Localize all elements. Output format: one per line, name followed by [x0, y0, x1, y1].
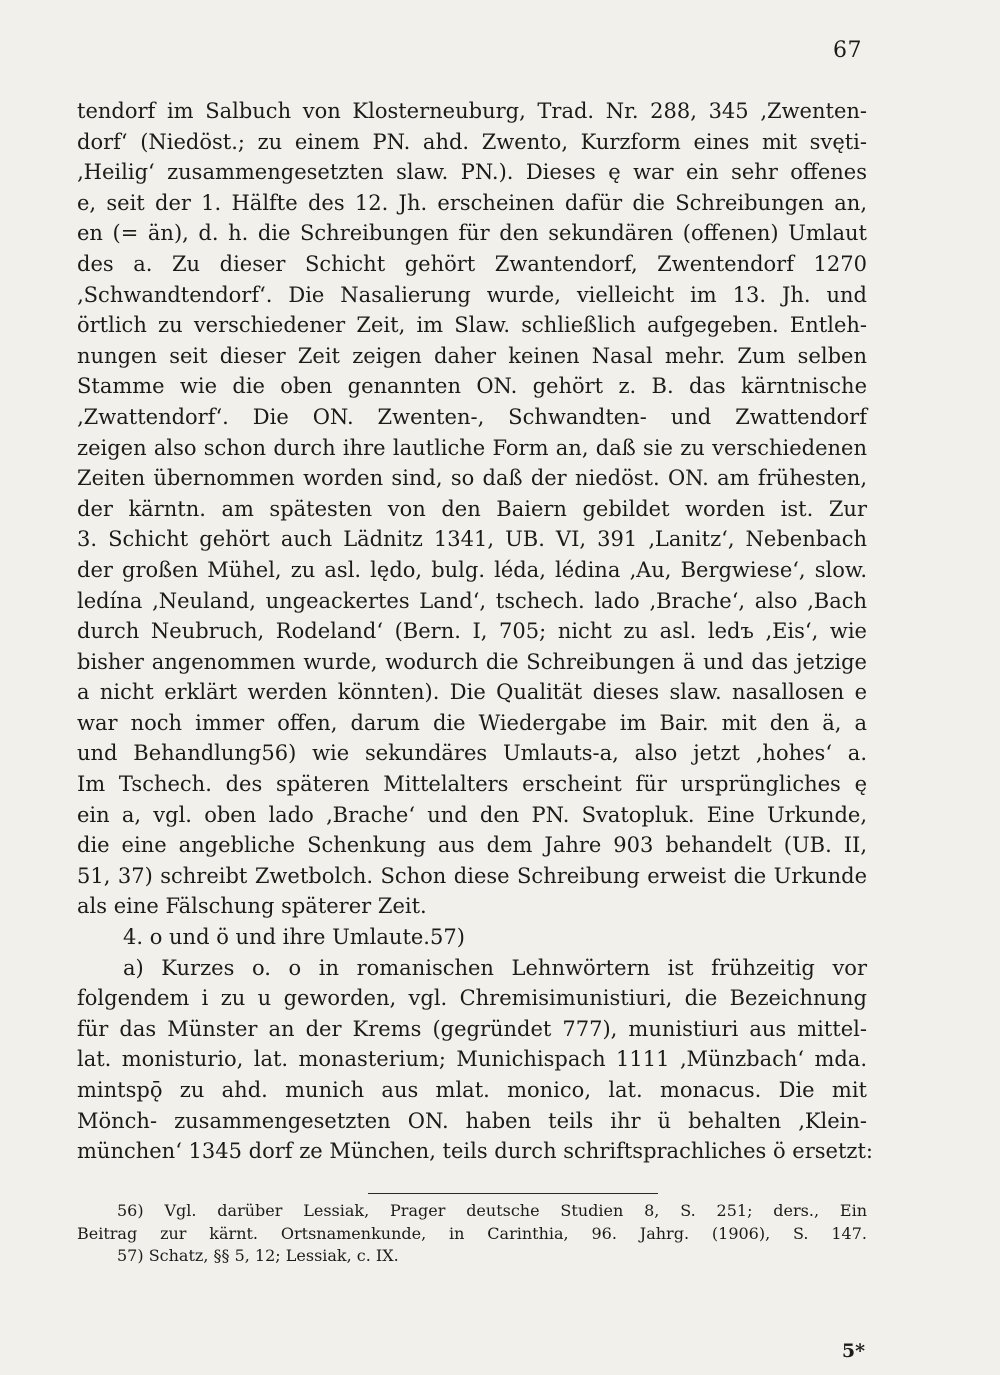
- text-line: dorf‘ (Niedöst.; zu einem PN. ahd. Zwento, Kurzform eines mit svęti-: [77, 129, 867, 154]
- text-line: e, seit der 1. Hälfte des 12. Jh. erscheinen dafür die Schreibungen an,: [77, 190, 867, 215]
- text-line: zeigen also schon durch ihre lautliche Form an, daß sie zu verschiedenen: [77, 435, 867, 460]
- text-line: bisher angenommen wurde, wodurch die Schreibungen ä und das jetzige: [77, 649, 867, 674]
- text-line: nungen seit dieser Zeit zeigen daher keinen Nasal mehr. Zum selben: [77, 343, 867, 368]
- text-line: Zeiten übernommen worden sind, so daß der niedöst. ON. am frühesten,: [77, 466, 867, 491]
- text-line: mintspǭ zu ahd. munich aus mlat. monico, lat. monacus. Die mit: [77, 1078, 867, 1102]
- text-line: münchen‘ 1345 dorf ze München, teils durch schriftsprachliches ö ersetzt:: [77, 1139, 873, 1164]
- text-line: der kärntn. am spätesten von den Baiern gebildet worden ist. Zur: [77, 496, 867, 521]
- text-line: Im Tschech. des späteren Mittelalters erscheint für ursprüngliches ę: [77, 772, 867, 797]
- section-heading: 4. o und ö und ihre Umlaute.57): [123, 925, 465, 950]
- text-line: a nicht erklärt werden könnten). Die Qualität dieses slaw. nasallosen e: [77, 680, 867, 705]
- text-line: Mönch- zusammengesetzten ON. haben teils ihr ü behalten ‚Klein-: [77, 1108, 867, 1133]
- text-line: 3. Schicht gehört auch Lädnitz 1341, UB. VI, 391 ‚Lanitz‘, Nebenbach: [77, 527, 867, 552]
- text-line: Stamme wie die oben genannten ON. gehört z. B. das kärntnische: [77, 374, 867, 399]
- text-line: als eine Fälschung späterer Zeit.: [77, 894, 427, 919]
- text-line: ledína ‚Neuland, ungeackertes Land‘, tschech. lado ‚Brache‘, also ‚Bach: [77, 588, 867, 613]
- footnote-line: 56) Vgl. darüber Lessiak, Prager deutsche Studien 8, S. 251; ders., Ein: [117, 1201, 867, 1220]
- text-line: ‚Heilig‘ zusammengesetzten slaw. PN.). Dieses ę war ein sehr offenes: [77, 160, 867, 185]
- text-line: 51, 37) schreibt Zwetbolch. Schon diese Schreibung erweist die Urkunde: [77, 863, 867, 888]
- main-text: [77, 96, 873, 1167]
- text-line: ‚Schwandtendorf‘. Die Nasalierung wurde, vielleicht im 13. Jh. und: [77, 282, 867, 307]
- page-number: 67: [833, 38, 862, 63]
- text-line: en (= än), d. h. die Schreibungen für den sekundären (offenen) Umlaut: [77, 221, 867, 246]
- text-line: die eine angebliche Schenkung aus dem Jahre 903 behandelt (UB. II,: [77, 833, 867, 858]
- footnotes: [77, 1200, 867, 1268]
- footnote-line: 57) Schatz, §§ 5, 12; Lessiak, c. IX.: [117, 1246, 399, 1265]
- text-line: und Behandlung56) wie sekundäres Umlauts-a, also jetzt ‚hohes‘ a.: [77, 741, 867, 766]
- footnote-line: Beitrag zur kärnt. Ortsnamenkunde, in Carinthia, 96. Jahrg. (1906), S. 147.: [77, 1223, 867, 1243]
- signature-mark: 5*: [841, 1340, 865, 1362]
- text-line: tendorf im Salbuch von Klosterneuburg, Trad. Nr. 288, 345 ‚Zwenten-: [77, 99, 867, 123]
- footnote-divider: [368, 1193, 658, 1194]
- text-line: war noch immer offen, darum die Wiedergabe im Bair. mit den ä, a: [77, 710, 867, 735]
- text-line: ‚Zwattendorf‘. Die ON. Zwenten-, Schwandten- und Zwattendorf: [77, 404, 867, 429]
- text-line: des a. Zu dieser Schicht gehört Zwantendorf, Zwentendorf 1270: [77, 251, 867, 276]
- text-line: örtlich zu verschiedener Zeit, im Slaw. schließlich aufgegeben. Entleh-: [77, 313, 867, 338]
- text-line: lat. monisturio, lat. monasterium; Munichispach 1111 ‚Münzbach‘ mda.: [77, 1047, 867, 1072]
- text-line: ein a, vgl. oben lado ‚Brache‘ und den PN. Svatopluk. Eine Urkunde,: [77, 802, 867, 827]
- text-line: a) Kurzes o. o in romanischen Lehnwörtern ist frühzeitig vor: [123, 955, 867, 980]
- text-line: folgendem i zu u geworden, vgl. Chremisimunistiuri, die Bezeichnung: [77, 986, 867, 1011]
- text-line: für das Münster an der Krems (gegründet 777), munistiuri aus mittel-: [77, 1016, 867, 1041]
- text-line: der großen Mühel, zu asl. lędo, bulg. léda, lédina ‚Au, Bergwiese‘, slow.: [77, 557, 867, 582]
- text-line: durch Neubruch, Rodeland‘ (Bern. I, 705; nicht zu asl. ledъ ‚Eis‘, wie: [77, 619, 867, 644]
